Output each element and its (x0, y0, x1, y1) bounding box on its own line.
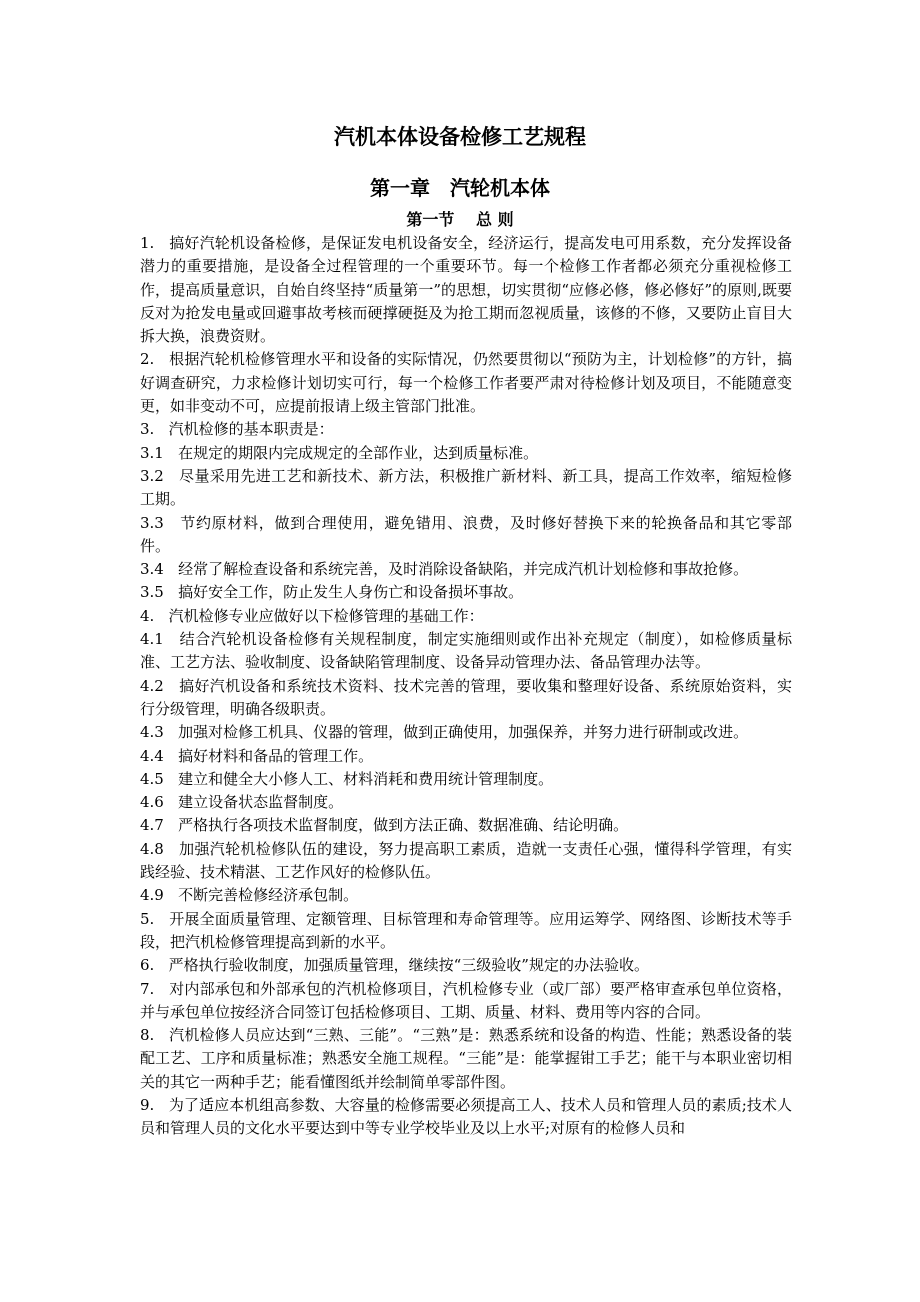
chapter-title: 第一章 汽轮机本体 (370, 176, 550, 200)
paragraph-4-2: 4.2 搞好汽机设备和系统技术资料、技术完善的管理，要收集和整理好设备、系统原始资料，实行分级管理，明确各级职责。 (140, 676, 792, 718)
section-title: 第一节 总 则 (406, 210, 514, 229)
paragraph-6: 6. 严格执行验收制度，加强质量管理，继续按“三级验收”规定的办法验收。 (140, 956, 649, 975)
paragraph-8: 8. 汽机检修人员应达到“三熟、三能”。“三熟”是：熟悉系统和设备的构造、性能；熟悉设备的装配工艺、工序和质量标准；熟悉安全施工规程。“三能”是：能掌握钳工手艺；能干与本职业密切相关的其它一两种手艺；能看懂图纸并绘制简单零部件图。 (140, 1026, 792, 1091)
document-title: 汽机本体设备检修工艺规程 (334, 125, 586, 149)
paragraph-4-4: 4.4 搞好材料和备品的管理工作。 (140, 746, 374, 765)
paragraph-7: 7. 对内部承包和外部承包的汽机检修项目，汽机检修专业（或厂部）要严格审查承包单位资格，并与承包单位按经济合同签订包括检修项目、工期、质量、材料、费用等内容的合同。 (140, 979, 792, 1021)
paragraph-2: 2. 根据汽轮机检修管理水平和设备的实际情况，仍然要贯彻以“预防为主，计划检修”的方针，搞好调查研究，力求检修计划切实可行，每一个检修工作者要严肃对待检修计划及项目，不能随意变更，如非变动不可，应提前报请上级主管部门批准。 (140, 350, 792, 416)
paragraph-4-3: 4.3 加强对检修工机具、仪器的管理，做到正确使用，加强保养，并努力进行研制或改进。 (140, 723, 749, 742)
paragraph-4-1: 4.1 结合汽轮机设备检修有关规程制度，制定实施细则或作出补充规定（制度），如检修质量标准、工艺方法、验收制度、设备缺陷管理制度、设备异动管理办法、备品管理办法等。 (140, 630, 792, 672)
paragraph-3-5: 3.5 搞好安全工作，防止发生人身伤亡和设备损坏事故。 (140, 583, 524, 602)
paragraph-3-4: 3.4 经常了解检查设备和系统完善，及时消除设备缺陷，并完成汽机计划检修和事故抢修。 (140, 560, 749, 579)
paragraph-1: 1. 搞好汽轮机设备检修，是保证发电机设备安全，经济运行，提高发电可用系数，充分发挥设备潜力的重要措施，是设备全过程管理的一个重要环节。每一个检修工作者都必须充分重视检修工作，提高质量意识，自始自终坚持“质量第一”的思想，切实贯彻“应修必修，修必修好”的原则,既要反对为抢发电量或回避事故考核而硬撑硬挺及为抢工期而忽视质量，该修的不修，又要防止盲目大拆大换，浪费资财。 (140, 234, 792, 346)
paragraph-3: 3. 汽机检修的基本职责是： (140, 420, 334, 439)
paragraph-3-2: 3.2 尽量采用先进工艺和新技术、新方法，积极推广新材料、新工具，提高工作效率，缩短检修工期。 (140, 466, 792, 509)
paragraph-4-6: 4.6 建立设备状态监督制度。 (140, 793, 344, 812)
paragraph-4-5: 4.5 建立和健全大小修人工、材料消耗和费用统计管理制度。 (140, 769, 554, 788)
paragraph-9: 9. 为了适应本机组高参数、大容量的检修需要必须提高工人、技术人员和管理人员的素质;技术人员和管理人员的文化水平要达到中等专业学校毕业及以上水平;对原有的检修人员和 (140, 1095, 792, 1138)
paragraph-4-9: 4.9 不断完善检修经济承包制。 (140, 886, 359, 905)
paragraph-3-1: 3.1 在规定的期限内完成规定的全部作业，达到质量标准。 (140, 443, 539, 462)
paragraph-4: 4. 汽机检修专业应做好以下检修管理的基础工作： (140, 606, 484, 625)
paragraph-5: 5. 开展全面质量管理、定额管理、目标管理和寿命管理等。应用运筹学、网络图、诊断技术等手段，把汽机检修管理提高到新的水平。 (140, 909, 792, 951)
document-body (140, 232, 792, 1141)
paragraph-4-8: 4.8 加强汽轮机检修队伍的建设，努力提高职工素质，造就一支责任心强，懂得科学管理，有实践经验、技术精湛、工艺作风好的检修队伍。 (140, 839, 792, 882)
paragraph-4-7: 4.7 严格执行各项技术监督制度，做到方法正确、数据准确、结论明确。 (140, 816, 629, 835)
paragraph-3-3: 3.3 节约原材料，做到合理使用，避免错用、浪费，及时修好替换下来的轮换备品和其它零部件。 (140, 513, 792, 555)
